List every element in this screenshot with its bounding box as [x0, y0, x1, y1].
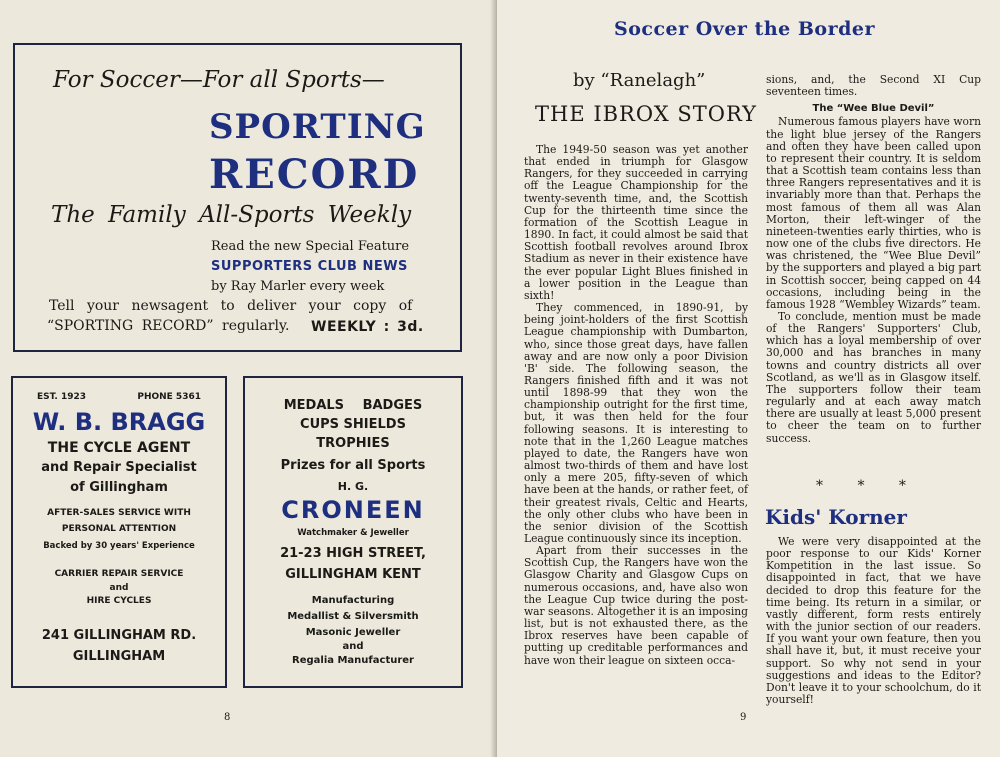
page-number: 9 [740, 712, 747, 723]
article-column-2 [766, 74, 981, 445]
ad-subtitle: The Family All-Sports Weekly [51, 202, 412, 228]
ad-line: CARRIER REPAIR SERVICE [54, 569, 184, 579]
ad-line: and [342, 641, 364, 652]
ad-line: Prizes for all Sports [280, 458, 426, 473]
paragraph: We were very disappointed at the poor response to our Kids' Korner Kompetition in the last issue. So disappointed in fact, that we have decided to drop this feature for the time being. Its return in a similar, or vastly different, form rests entirely with the junior section of our readers. If you want your own feature, then you shall have it, but, it must receive your support. So why not send in your suggestions and ideas to the Editor? Don't leave it to your schoolchum, do it yourself! [766, 535, 981, 707]
ad-line: Tell your newsagent to deliver your copy of [49, 298, 413, 314]
ad-line: Masonic Jeweller [305, 627, 401, 638]
ad-title-line1: SPORTING [209, 107, 426, 147]
ad-line: TROPHIES [316, 436, 390, 451]
ad-line: Backed by 30 years' Experience [43, 541, 195, 551]
ad-line: Regalia Manufacturer [292, 655, 414, 666]
ad-line: PERSONAL ATTENTION [61, 524, 177, 534]
ad-line: by Ray Marler every week [211, 279, 385, 294]
article-subhead: The “Wee Blue Devil” [812, 103, 935, 115]
article-byline: by “Ranelagh” [573, 70, 706, 91]
sporting-record-advert [13, 43, 462, 352]
phone-text: PHONE 5361 [137, 392, 201, 402]
ad-tagline: For Soccer—For all Sports— [53, 67, 385, 93]
ad-line: Manufacturing [311, 595, 395, 606]
ad-line: Watchmaker & Jeweller [297, 528, 409, 538]
ad-line: THE CYCLE AGENT [47, 440, 191, 456]
ad-line: and Repair Specialist [41, 460, 197, 475]
ad-line: and [109, 583, 129, 593]
ad-line: Read the new Special Feature [211, 239, 410, 254]
business-name: W. B. BRAGG [32, 408, 206, 436]
bragg-advert [11, 376, 227, 688]
paragraph: They commenced, in 1890-91, by being joint-holders of the first Scottish League championship with Dumbarton, who, since those great days, have fallen away and are now only a poor Division 'B' side. The following season, the Rangers finished fifth and it was not until 1898-99 that they won the championship outright for the first time, but, it was then held for the four following seasons. It is interesting to note that in the 1,260 League matches played to date, the Rangers have won almost two-thirds of them and have lost only a mere 205, fifty-seven of which have been at the hands, or rather feet, of their greatest rivals, Celtic and Hearts, the only other clubs who have been in the senior division of the Scottish League continuously since its inception. [524, 301, 748, 545]
section-divider: * * * [816, 478, 906, 494]
est-text: EST. 1923 [37, 392, 87, 402]
ad-title-line2: RECORD [209, 151, 420, 198]
address-line: GILLINGHAM [72, 649, 166, 664]
address-line: 21-23 HIGH STREET, [280, 546, 426, 561]
address-line: 241 GILLINGHAM RD. [41, 628, 197, 643]
ad-line: AFTER-SALES SERVICE WITH [47, 508, 191, 518]
ad-line: “SPORTING RECORD” regularly. [47, 318, 290, 334]
article-title: THE IBROX STORY [535, 102, 757, 126]
paragraph: sions, and, the Second XI Cup seventeen times. [766, 73, 981, 99]
ad-feature-name: SUPPORTERS CLUB NEWS [211, 259, 408, 274]
page-number: 8 [224, 712, 231, 723]
address-line: GILLINGHAM KENT [285, 567, 421, 582]
ad-line: of Gillingham [70, 480, 168, 495]
article-column-1 [524, 144, 748, 667]
ad-line: MEDALS BADGES [283, 398, 423, 413]
ad-line: CUPS SHIELDS [300, 417, 406, 432]
left-page [0, 0, 497, 757]
business-name: CRONEEN [281, 496, 425, 524]
croneen-advert [243, 376, 463, 688]
kids-korner-title: Kids' Korner [765, 505, 907, 529]
ad-line: Medallist & Silversmith [287, 611, 419, 622]
paragraph: To conclude, mention must be made of the Rangers' Supporters' Club, which has a loyal membership of over 30,000 and has branches in many towns and country districts all over Scotland, as we'll as in Glasgow itself. The supporters follow their team regularly and at each away match there are usually at least 5,000 present to cheer the team on to further success. [766, 309, 981, 445]
paragraph: The 1949-50 season was yet another that ended in triumph for Glasgow Rangers, for they succeeded in carrying off the League Championship for the twenty-seventh time, and, the Scottish Cup for the thirteenth time since the formation of the Scottish League in 1890. In fact, it could almost be said that Scottish football revolves around Ibrox Stadium as never in their existence have the ever popular Light Blues finished in a lower position in the League than sixth! [524, 143, 748, 302]
paragraph: Numerous famous players have worn the light blue jersey of the Rangers and often they have been called upon to represent their country. It is seldom that a Scottish team contains less than three Rangers representatives and it is invariably more than that. Perhaps the most famous of them all was Alan Morton, their left-winger of the nineteen-twenties early thirties, who is now one of the clubs five directors. He was christened, the “Wee Blue Devil” by the supporters and played a big part in Scottish soccer, being capped on 44 occasions, including being in the famous 1928 “Wembley Wizards” team. [766, 115, 981, 311]
ad-price: WEEKLY : 3d. [311, 319, 424, 335]
ad-line: H. G. [337, 480, 369, 493]
ad-line: HIRE CYCLES [86, 596, 152, 606]
right-page [497, 0, 1000, 757]
paragraph: Apart from their successes in the Scottish Cup, the Rangers have won the Glasgow Charity and Glasgow Cups on numerous occasions, and, have also won the League Cup twice during the post-war seasons. Altogether it is an imposing list, but is not exhausted there, as the Ibrox reserves have been capable of putting up creditable performances and have won their league on sixteen occa- [524, 544, 748, 667]
kids-korner-column [766, 536, 981, 706]
page-header: Soccer Over the Border [614, 18, 875, 40]
